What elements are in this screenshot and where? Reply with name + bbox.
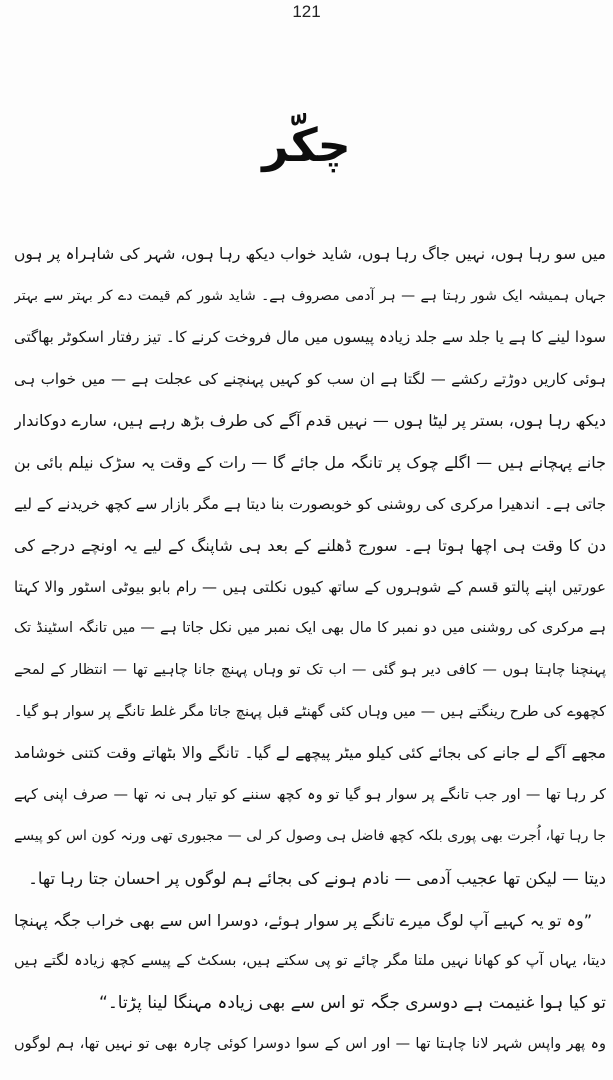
text-line-19: تو کیا ہوا غنیمت ہے دوسری جگہ تو اس سے بھی زیادہ مہنگا لینا پڑتا۔“ xyxy=(99,992,606,1013)
text-line-12: کچھوے کی طرح رینگتے ہیں — میں وہاں کئی گھنٹے قبل پہنچ جاتا مگر غلط تانگے پر سوار ہو گیا۔ xyxy=(14,703,606,720)
chapter-title: چکّر xyxy=(262,118,351,172)
text-line-13: مجھے آگے لے جانے کی بجائے کئی کیلو میٹر پیچھے لے گیا۔ تانگے والا بٹھاتے وقت کتنی خوشامد xyxy=(14,744,606,763)
text-line-18: دیتا، یہاں آپ کو کھانا نہیں ملتا مگر چائے تو پی سکتے ہیں، بسکٹ کے پیسے کچھ زیادہ لگتے ہیں xyxy=(14,953,606,970)
text-line-10: ہے مرکری کی روشنی میں دو نمبر کا مال بھی ایک نمبر میں نکل جاتا ہے — میں تانگہ اسٹینڈ تک xyxy=(14,620,606,637)
text-line-3: سودا لینے کا ہے یا جلد سے جلد زیادہ پیسوں میں مال فروخت کرنے کا۔ تیز رفتار اسکوٹر بھاگتی xyxy=(14,328,606,347)
text-line-4: ہوئی کاریں دوڑتے رکشے — لگتا ہے ان سب کو کہیں پہنچنے کی عجلت ہے — میں خواب ہی xyxy=(14,369,606,388)
text-line-8: دن کا وقت ہی اچھا ہوتا ہے۔ سورج ڈھلنے کے بعد ہی شاپنگ کے لیے یہ اونچے درجے کی xyxy=(14,536,606,556)
text-line-11: پہنچنا چاہتا ہوں — کافی دیر ہو گئی — اب تک تو وہاں پہنچ جانا چاہیے تھا — انتظار کے لمحے xyxy=(14,661,606,678)
text-line-17: ”وہ تو یہ کہیے آپ لوگ میرے تانگے پر سوار ہوئے، دوسرا اس سے بھی خراب جگہ پہنچا xyxy=(14,910,592,930)
text-line-1: میں سو رہا ہوں، نہیں جاگ رہا ہوں، شاید خواب دیکھ رہا ہوں، شہر کی شاہراہ پر ہوں xyxy=(14,245,606,263)
text-line-14: کر رہا تھا — اور جب تانگے پر سوار ہو گیا تو وہ کچھ سننے کو تیار ہی نہ تھا — صرف اپنی کہے xyxy=(14,786,606,803)
page-number: 121 xyxy=(292,2,321,21)
text-line-6: جانے پہچانے ہیں — اگلے چوک پر تانگہ مل جائے گا — رات کے وقت یہ سڑک نیلم بائی بن xyxy=(14,452,606,472)
text-line-15: جا رہا تھا، اُجرت بھی پوری بلکہ کچھ فاضل ہی وصول کر لی — مجبوری تھی ورنہ کون اس کو پیسے xyxy=(14,828,606,845)
text-line-7: جاتی ہے۔ اندھیرا مرکری کی روشنی کو خوبصورت بنا دیتا ہے مگر بازار سے کچھ خریدنے کے لیے xyxy=(14,494,606,513)
story-text xyxy=(14,234,606,1066)
text-line-20: وہ پھر واپس شہر لانا چاہتا تھا — اور اس کے سوا دوسرا کوئی چارہ بھی تو نہیں تھا، ہم لوگوں xyxy=(14,1036,606,1053)
text-line-2: جہاں ہمیشہ ایک شور رہتا ہے — ہر آدمی مصروف ہے۔ شاید شور کم قیمت دے کر بہتر سے بہتر xyxy=(14,287,606,304)
text-line-9: عورتیں اپنے پالتو قسم کے شوہروں کے ساتھ کیوں نکلتی ہیں — رام بابو بیوٹی اسٹور والا کہتا xyxy=(14,577,606,596)
text-line-16: دیتا — لیکن تھا عجیب آدمی — نادم ہونے کی بجائے ہم لوگوں پر احسان جتا رہا تھا۔ xyxy=(28,868,606,888)
text-line-5: دیکھ رہا ہوں، بستر پر لیٹا ہوں — نہیں قدم آگے کی طرف بڑھ رہے ہیں، سارے دوکاندار xyxy=(14,411,606,431)
